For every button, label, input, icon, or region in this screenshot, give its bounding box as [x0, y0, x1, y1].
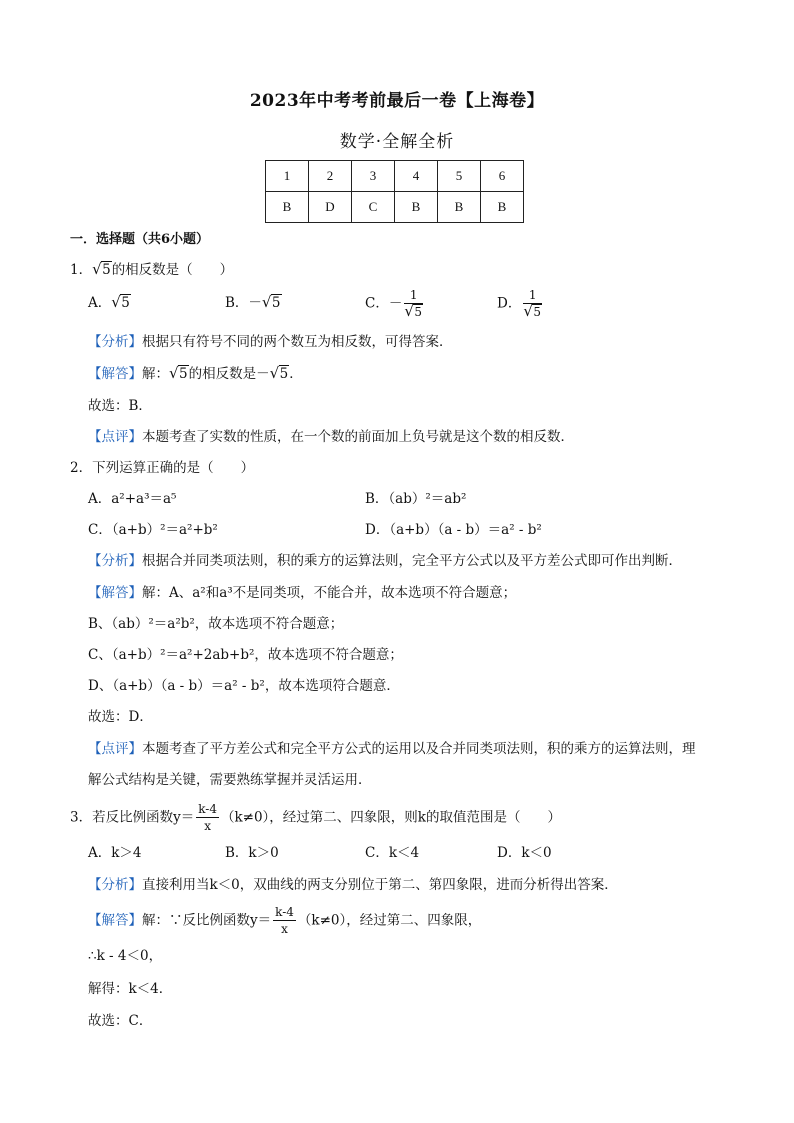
answer-number-cell: 6	[481, 161, 524, 192]
solution-tag: 【解答】	[88, 585, 142, 601]
solution-radicand: 5	[279, 366, 289, 382]
analysis-tag: 【分析】	[88, 553, 142, 569]
analysis-tag: 【分析】	[88, 334, 142, 350]
answer-letter-cell: B	[266, 192, 309, 223]
sqrt-symbol	[111, 293, 131, 313]
q3-option-d: D．k＜0	[497, 845, 552, 861]
fraction-numerator: 1	[523, 288, 542, 304]
option-label: B．－	[225, 295, 262, 311]
q1-stem	[70, 260, 233, 280]
answer-letter-cell: D	[309, 192, 352, 223]
q3-stem	[70, 802, 561, 834]
solution-text: （k≠0），经过第二、四象限，	[297, 912, 482, 929]
q1-stem-text: 的相反数是（ ）	[111, 262, 234, 278]
q3-option-a: A．k＞4	[88, 845, 142, 861]
solution-text: 解：∵反比例函数y＝	[142, 912, 272, 929]
sqrt-symbol	[169, 364, 189, 384]
q1-solution	[88, 364, 303, 384]
q3-analysis	[88, 875, 618, 895]
solution-text: ．	[289, 366, 303, 382]
q3-option-c: C．k＜4	[365, 845, 420, 861]
option-label: C．－	[365, 295, 403, 312]
answer-table-answers-row	[266, 192, 524, 223]
q3-stem-text: 3．若反比例函数y＝	[70, 809, 195, 826]
page-title: 2023年中考考前最后一卷【上海卷】	[249, 91, 545, 111]
answer-table	[265, 160, 524, 223]
answer-letter-cell: B	[395, 192, 438, 223]
q1-choose: 故选：B．	[88, 398, 152, 414]
q2-choose: 故选：D．	[88, 709, 153, 725]
option-radicand: 5	[121, 295, 130, 311]
fraction	[523, 288, 542, 320]
q1-number: 1．	[70, 262, 93, 278]
q3-solution-line-1: ∴k - 4＜0，	[88, 948, 163, 964]
solution-text: 解：A、a²和a³不是同类项，不能合并，故本选项不符合题意；	[142, 585, 517, 601]
fraction-radicand: 5	[414, 305, 422, 319]
fraction-denominator: x	[204, 819, 211, 833]
q1-comment	[88, 427, 574, 447]
answer-table-numbers-row	[266, 161, 524, 192]
fraction-numerator: k-4	[198, 802, 217, 816]
page-subtitle: 数学·全解全析	[339, 132, 455, 152]
q2-comment	[88, 739, 696, 759]
fraction-radicand: 5	[533, 305, 541, 319]
fraction	[273, 905, 296, 937]
q3-choose: 故选：C．	[88, 1013, 153, 1029]
comment-tag: 【点评】	[88, 741, 142, 757]
q1-radicand: 5	[102, 262, 111, 278]
solution-text: 的相反数是－	[188, 366, 270, 382]
answer-number-cell: 3	[352, 161, 395, 192]
sqrt-symbol	[92, 260, 112, 280]
option-label: D．	[497, 295, 522, 312]
q2-stem: 2．下列运算正确的是（ ）	[70, 460, 255, 476]
answer-number-cell: 4	[395, 161, 438, 192]
option-radicand: 5	[271, 295, 281, 311]
q1-option-d	[497, 288, 544, 320]
q1-option-a	[88, 293, 131, 313]
q1-analysis	[88, 332, 453, 352]
answer-letter-cell: B	[481, 192, 524, 223]
analysis-text: 根据合并同类项法则，积的乘方的运算法则，完全平方公式以及平方差公式即可作出判断．	[142, 553, 682, 569]
comment-tag: 【点评】	[88, 429, 142, 445]
solution-radicand: 5	[179, 366, 188, 382]
q2-solution-line-c: C、（a+b）²＝a²+2ab+b²，故本选项不符合题意；	[88, 647, 403, 663]
q2-option-d: D．（a+b）（a - b）＝a² - b²	[365, 522, 542, 538]
option-label: A．	[88, 295, 112, 311]
q1-option-c	[365, 288, 425, 320]
answer-letter-cell: B	[438, 192, 481, 223]
answer-number-cell: 2	[309, 161, 352, 192]
section-heading: 一．选择题（共6小题）	[70, 232, 210, 247]
answer-number-cell: 5	[438, 161, 481, 192]
q3-solution-line-2: 解得：k＜4．	[88, 981, 173, 997]
q3-solution	[88, 905, 481, 937]
fraction-denominator: x	[281, 922, 288, 936]
comment-text: 本题考查了实数的性质，在一个数的前面加上负号就是这个数的相反数．	[142, 429, 574, 445]
sqrt-symbol	[262, 293, 282, 313]
comment-text: 本题考查了平方差公式和完全平方公式的运用以及合并同类项法则，积的乘方的运算法则，理	[142, 741, 696, 757]
q2-comment-cont: 解公式结构是关键，需要熟练掌握并灵活运用．	[88, 772, 372, 788]
answer-letter-cell: C	[352, 192, 395, 223]
q2-solution-line-d: D、（a+b）（a - b）＝a² - b²，故本选项符合题意．	[88, 678, 400, 694]
analysis-text: 根据只有符号不同的两个数互为相反数，可得答案．	[142, 334, 453, 350]
q2-analysis	[88, 551, 682, 571]
fraction	[404, 288, 423, 320]
q2-option-c: C．（a+b）²＝a²+b²	[88, 522, 218, 538]
q3-option-b: B．k＞0	[225, 845, 279, 861]
fraction	[196, 802, 219, 834]
q2-option-b: B．（ab）²＝ab²	[365, 491, 467, 507]
q2-solution	[88, 583, 516, 603]
solution-tag: 【解答】	[88, 366, 142, 382]
sqrt-symbol	[404, 304, 423, 320]
analysis-text: 直接利用当k＜0，双曲线的两支分别位于第二、第四象限，进而分析得出答案．	[142, 877, 618, 893]
q1-option-b	[225, 293, 282, 313]
solution-text: 解：	[142, 366, 169, 382]
sqrt-symbol	[270, 364, 290, 384]
q2-option-a: A．a²+a³＝a⁵	[88, 491, 177, 507]
fraction-numerator: 1	[404, 288, 423, 304]
q2-solution-line-b: B、（ab）²＝a²b²，故本选项不符合题意；	[88, 616, 344, 632]
fraction-numerator: k-4	[275, 905, 294, 919]
analysis-tag: 【分析】	[88, 877, 142, 893]
solution-tag: 【解答】	[88, 912, 142, 929]
q3-stem-text: （k≠0），经过第二、四象限，则k的取值范围是（ ）	[220, 809, 561, 826]
answer-number-cell: 1	[266, 161, 309, 192]
sqrt-symbol	[523, 304, 542, 320]
